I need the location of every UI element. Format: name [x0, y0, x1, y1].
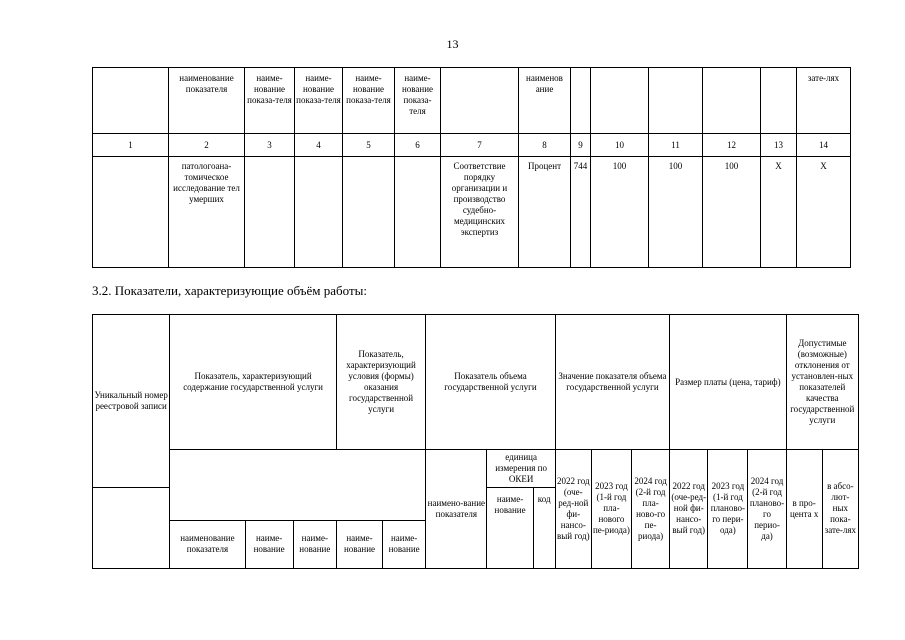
- content-indicator-header: Показатель, характеризующий содержание государственной услуги: [170, 315, 337, 450]
- volume-value-header: Значение показателя объема государственной услуги: [555, 315, 669, 450]
- column-number: 6: [395, 134, 441, 157]
- table-cell: Х: [797, 157, 851, 268]
- table-cell: [93, 157, 169, 268]
- table1-header-cell: [761, 68, 797, 134]
- table-cell: [295, 157, 343, 268]
- column-number: 13: [761, 134, 797, 157]
- table1-header-cell: наиме-нование показа-теля: [245, 68, 295, 134]
- subheader-cell: наименование показателя: [170, 520, 245, 568]
- subheader-cell: наиме-нование: [336, 520, 382, 568]
- table-cell: 100: [703, 157, 761, 268]
- in-percent-header: в про-цента х: [786, 450, 822, 569]
- table-cell: 100: [591, 157, 649, 268]
- table-cell: 744: [571, 157, 591, 268]
- table1-header-cell: [571, 68, 591, 134]
- column-number: 7: [441, 134, 519, 157]
- table1-header-row: [93, 68, 851, 134]
- table1-header-cell: наименование показателя: [169, 68, 245, 134]
- table1-column-numbers-row: [93, 134, 851, 157]
- column-number: 12: [703, 134, 761, 157]
- year-2024-header: 2024 год (2-й год пла-ново-го пе-риода): [632, 450, 670, 569]
- fee-2023-header: 2023 год (1-й год планово-го пери-ода): [708, 450, 748, 569]
- conditions-indicator-header: Показатель, характеризующий условия (формы) оказания государственной услуги: [336, 315, 425, 450]
- column-number: 8: [519, 134, 571, 157]
- table1-header-cell: [93, 68, 169, 134]
- year-2023-header: 2023 год (1-й год пла-нового пе-риода): [591, 450, 631, 569]
- year-2022-header: 2022 год (оче-ред-ной фи-нансо-вый год): [555, 450, 591, 569]
- unit-okei-header: единица измерения по ОКЕИ: [487, 450, 555, 488]
- deviations-header: Допустимые (возможные) отклонения от установлен-ных показателей качества государственной услуги: [786, 315, 858, 450]
- fee-2022-header: 2022 год (оче-ред-ной фи-нансо-вый год): [670, 450, 708, 569]
- subheader-cell: наиме-нование: [245, 520, 293, 568]
- indicator-name-header: наимено-вание показателя: [426, 450, 487, 569]
- table2-header-row: [93, 315, 859, 450]
- section-title: 3.2. Показатели, характеризующие объём работы:: [92, 283, 367, 298]
- unit-name-header: наиме-нование: [487, 488, 533, 569]
- fee-2024-header: 2024 год (2-й год планово-го перио-да): [748, 450, 786, 569]
- table1-header-cell: [649, 68, 703, 134]
- table-cell: Процент: [519, 157, 571, 268]
- column-number: 10: [591, 134, 649, 157]
- volume-indicators-table: [92, 314, 859, 569]
- table1-header-cell: [703, 68, 761, 134]
- quality-indicators-table: [92, 67, 851, 268]
- column-number: 3: [245, 134, 295, 157]
- blank-cell: [93, 488, 170, 521]
- table-cell: [395, 157, 441, 268]
- subheader-cell: наиме-нование: [383, 520, 426, 568]
- table2-subheader-row: [93, 450, 859, 488]
- column-number: 1: [93, 134, 169, 157]
- table1-header-cell: наименов ание: [519, 68, 571, 134]
- table1-header-cell: [591, 68, 649, 134]
- table1-header-cell: наиме-нование показа-теля: [395, 68, 441, 134]
- table-cell: Соответствие порядку организации и производство судебно-медицинских экспертиз: [441, 157, 519, 268]
- table-cell: патологоана-томическое исследование тел умерших: [169, 157, 245, 268]
- fee-header: Размер платы (цена, тариф): [670, 315, 786, 450]
- page-number: 13: [446, 37, 459, 51]
- column-number: 5: [343, 134, 395, 157]
- subheader-cell: наиме-нование: [293, 520, 336, 568]
- unique-number-header: Уникальный номер реестровой записи: [93, 315, 170, 488]
- blank-cell: [93, 520, 170, 568]
- column-number: 11: [649, 134, 703, 157]
- table1-header-cell: зате-лях: [797, 68, 851, 134]
- column-number: 9: [571, 134, 591, 157]
- table-cell: Х: [761, 157, 797, 268]
- unit-code-header: код: [533, 488, 555, 569]
- table-cell: 100: [649, 157, 703, 268]
- column-number: 4: [295, 134, 343, 157]
- table-cell: [245, 157, 295, 268]
- column-number: 2: [169, 134, 245, 157]
- in-absolute-header: в абсо-лют-ных пока-зате-лях: [822, 450, 858, 569]
- volume-indicator-header: Показатель объема государственной услуги: [426, 315, 556, 450]
- column-number: 14: [797, 134, 851, 157]
- table1-header-cell: наиме-нование показа-теля: [343, 68, 395, 134]
- table-row: [93, 157, 851, 268]
- blank-cell: [170, 488, 426, 521]
- table1-header-cell: наиме-нование показа-теля: [295, 68, 343, 134]
- blank-cell: [170, 450, 426, 488]
- table1-header-cell: [441, 68, 519, 134]
- table-cell: [343, 157, 395, 268]
